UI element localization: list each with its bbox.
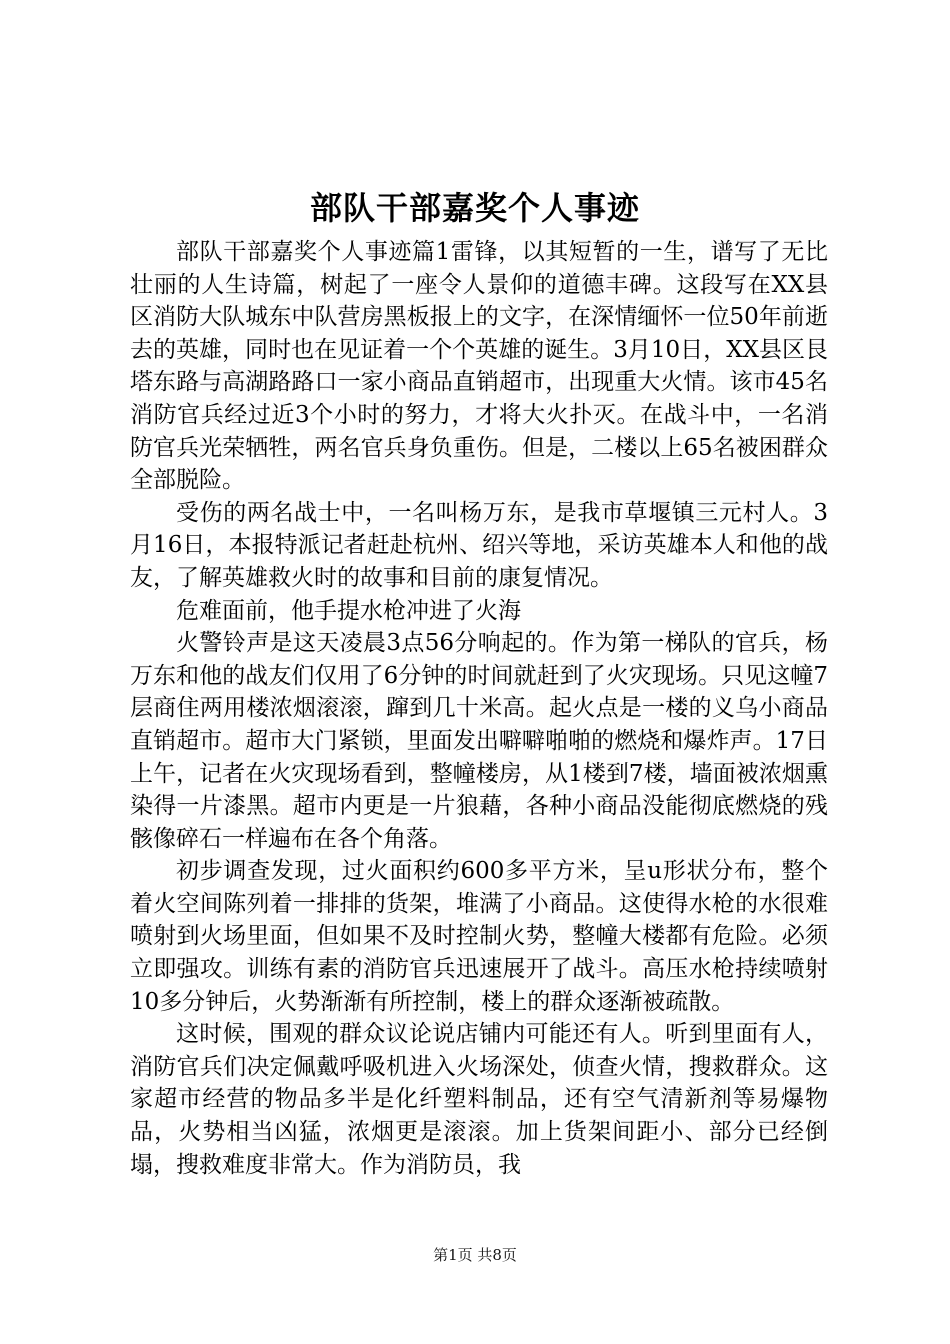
document-body bbox=[130, 236, 828, 1181]
document-title: 部队干部嘉奖个人事迹 bbox=[309, 189, 640, 227]
paragraph: 初步调查发现，过火面积约600多平方米，呈u形状分布，整个着火空间陈列着一排排的货架，堆满了小商品。这使得水枪的水很难喷射到火场里面，但如果不及时控制火势，整幢大楼都有危险。必须立即强攻。训练有素的消防官兵迅速展开了战斗。高压水枪持续喷射10多分钟后，火势渐渐有所控制，楼上的群众逐渐被疏散。 bbox=[130, 858, 828, 1015]
page-number: 第1页 共8页 bbox=[433, 1246, 517, 1264]
paragraph: 受伤的两名战士中，一名叫杨万东，是我市草堰镇三元村人。3月16日，本报特派记者赶赴杭州、绍兴等地，采访英雄本人和他的战友，了解英雄救火时的故事和目前的康复情况。 bbox=[130, 499, 828, 591]
paragraph: 这时候，围观的群众议论说店铺内可能还有人。听到里面有人，消防官兵们决定佩戴呼吸机进入火场深处，侦查火情，搜救群众。这家超市经营的物品多半是化纤塑料制品，还有空气清新剂等易爆物品，火势相当凶猛，浓烟更是滚滚。加上货架间距小、部分已经倒塌，搜救难度非常大。作为消防员，我 bbox=[130, 1021, 828, 1178]
paragraph: 火警铃声是这天凌晨3点56分响起的。作为第一梯队的官兵，杨万东和他的战友们仅用了6分钟的时间就赶到了火灾现场。只见这幢7层商住两用楼浓烟滚滚，蹿到几十米高。起火点是一楼的义乌小商品直销超市。超市大门紧锁，里面发出噼噼啪啪的燃烧和爆炸声。17日上午，记者在火灾现场看到，整幢楼房，从1楼到7楼，墙面被浓烟熏染得一片漆黑。超市内更是一片狼藉，各种小商品没能彻底燃烧的残骸像碎石一样遍布在各个角落。 bbox=[130, 630, 828, 852]
paragraph: 部队干部嘉奖个人事迹篇1雷锋，以其短暂的一生，谱写了无比壮丽的人生诗篇，树起了一座令人景仰的道德丰碑。这段写在XX县区消防大队城东中队营房黑板报上的文字，在深情缅怀一位50年前逝去的英雄，同时也在见证着一个个英雄的诞生。3月10日，XX县区艮塔东路与高湖路路口一家小商品直销超市，出现重大火情。该市45名消防官兵经过近3个小时的努力，才将大火扑灭。在战斗中，一名消防官兵光荣牺牲，两名官兵身负重伤。但是，二楼以上65名被困群众全部脱险。 bbox=[130, 239, 828, 494]
section-heading: 危难面前，他手提水枪冲进了火海 bbox=[176, 597, 521, 624]
